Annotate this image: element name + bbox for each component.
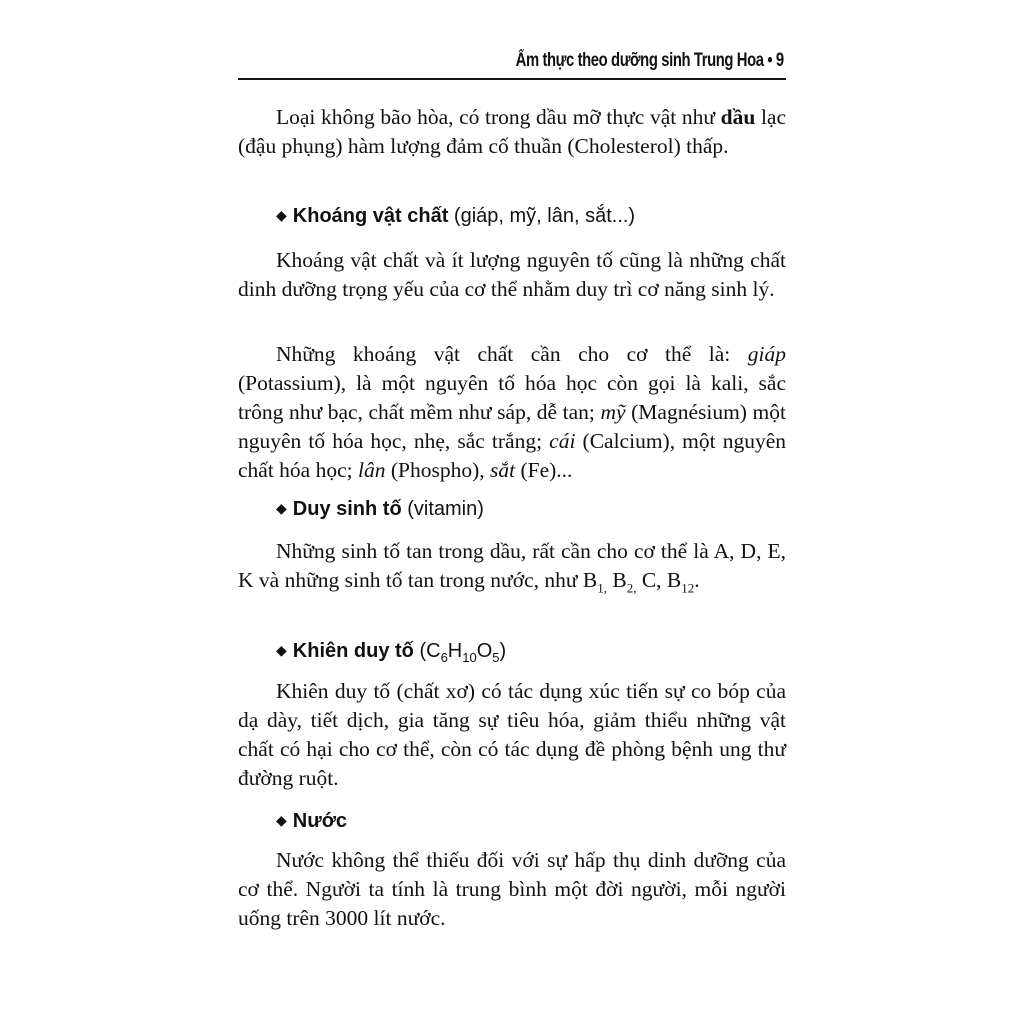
page-number: 9 [776, 50, 784, 71]
paragraph-minerals-list: Những khoáng vật chất cần cho cơ thể là: giáp (Potassium), là một nguyên tố hóa học còn gọi là kali, sắc trông như bạc, chất mềm như sáp, dễ tan; mỹ (Magnésium) một nguyên tố hóa học, nhẹ, sắc trắng; cái (Calcium), một nguyên chất hóa học; lân (Phospho), sắt (Fe)... [238, 342, 786, 482]
diamond-bullet-icon: ◆ [276, 642, 287, 658]
paragraph-water: Nước không thể thiếu đối với sự hấp thụ dinh dưỡng của cơ thể. Người ta tính là trung bình một đời người, mỗi người uống trên 3000 lít nước. [238, 848, 786, 930]
paragraph-minerals-intro: Khoáng vật chất và ít lượng nguyên tố cũng là những chất dinh dưỡng trọng yếu của cơ thể nhằm duy trì cơ năng sinh lý. [238, 248, 786, 301]
heading-vitamin: ◆ Duy sinh tố (vitamin) [276, 498, 484, 520]
header-title [516, 50, 784, 72]
heading-fiber: ◆ Khiên duy tố $(C_6H_{10}O_5)$ [276, 640, 507, 665]
diamond-bullet-icon: ◆ [276, 500, 287, 516]
paragraph-unsaturated-fat: Loại không bão hòa, có trong dầu mỡ thực vật như dầu lạc (đậu phụng) hàm lượng đảm cố thuần (Cholesterol) thấp. [238, 105, 786, 158]
paragraph-vitamin: Những sinh tố tan trong dầu, rất cần cho cơ thể là A, D, E, K và những sinh tố tan trong nước, như $B_{1,}$ $B_{2,}$ C, $B_{12}$. [238, 539, 786, 596]
header-bullet: • [767, 50, 773, 71]
running-header [238, 48, 786, 80]
book-title: Ẩm thực theo dưỡng sinh Trung Hoa [515, 50, 764, 71]
heading-water: ◆ Nước [276, 810, 348, 832]
diamond-bullet-icon: ◆ [276, 207, 287, 223]
fiber-formula: $(C_6H_{10}O_5)$ [419, 640, 507, 665]
paragraph-fiber: Khiên duy tố (chất xơ) có tác dụng xúc tiến sự co bóp của dạ dày, tiết dịch, gia tăng sự tiêu hóa, giảm thiểu những vật chất có hại cho cơ thể, còn có tác dụng đề phòng bệnh ung thư đường ruột. [238, 679, 786, 790]
diamond-bullet-icon: ◆ [276, 812, 287, 828]
heading-minerals: ◆ Khoáng vật chất (giáp, mỹ, lân, sắt...) [276, 205, 636, 227]
